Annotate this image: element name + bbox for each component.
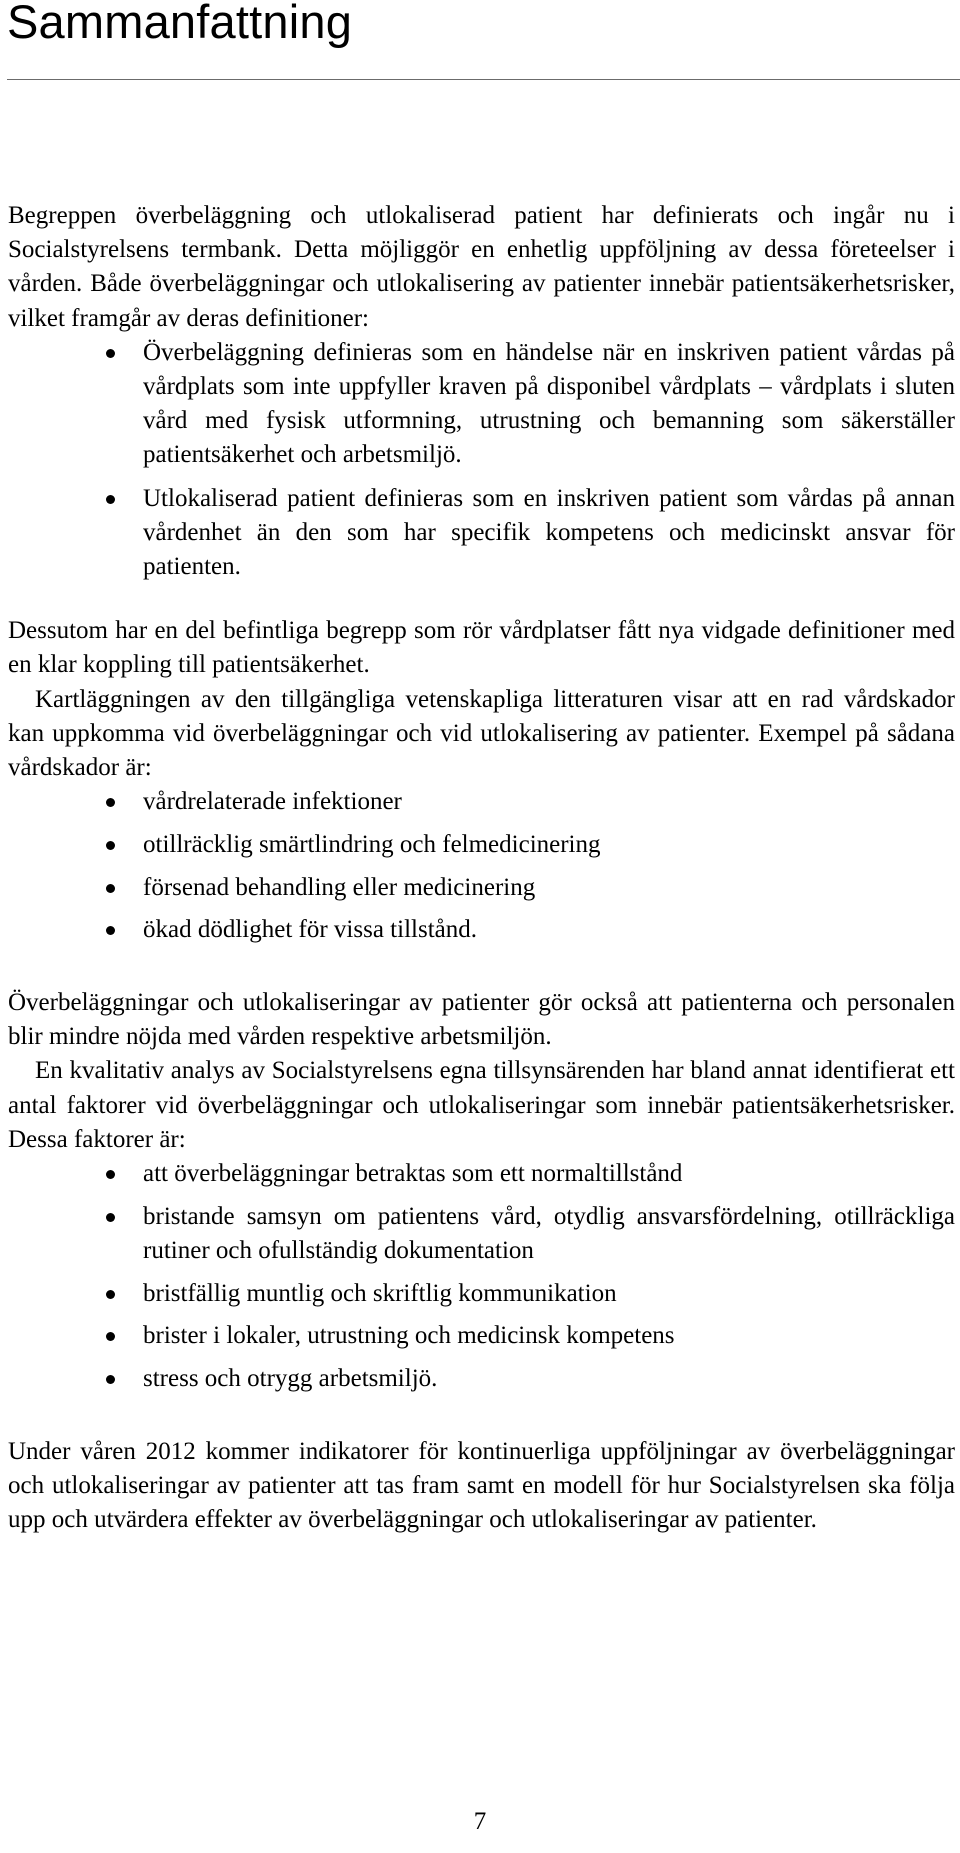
list-item-text: brister i lokaler, utrustning och medicinsk kompetens — [143, 1322, 675, 1350]
page-number: 7 — [473, 1808, 487, 1835]
list-item — [8, 336, 955, 473]
list-item — [8, 1319, 955, 1353]
bullet-icon — [106, 349, 115, 358]
bullet-icon — [106, 1290, 115, 1299]
paragraph-spacer — [8, 956, 955, 986]
list-item — [8, 871, 955, 905]
paragraph-satisfaction: Överbeläggningar och utlokaliseringar av patienter gör också att patienterna och personalen blir mindre nöjda med vården respektive arbetsmiljön. — [8, 989, 955, 1051]
list-item — [8, 1277, 955, 1311]
bullet-icon — [106, 495, 115, 504]
bullet-icon — [106, 798, 115, 807]
list-item-text: stress och otrygg arbetsmiljö. — [143, 1365, 438, 1393]
list-item-text: otillräcklig smärtlindring och felmedicinering — [143, 830, 601, 858]
definitions-list — [8, 336, 955, 584]
risk-factors-list — [8, 1157, 955, 1396]
paragraph-indicators-2012: Under våren 2012 kommer indikatorer för kontinuerliga uppföljningar av överbeläggningar och utlokaliseringar av patienter att tas fram samt en modell för hur Socialstyrelsen ska följa upp och utvärdera effekter av överbeläggningar och utlokaliseringar av patienter. — [8, 1437, 955, 1534]
bullet-icon — [106, 1375, 115, 1384]
summary-body — [8, 199, 955, 1537]
list-item-text: bristande samsyn om patientens vård, otydlig ansvarsfördelning, otillräckliga rutiner och ofullständig dokumentation — [143, 1202, 955, 1264]
list-item — [8, 1200, 955, 1268]
paragraph-definitions-intro: Begreppen överbeläggning och utlokaliserad patient har definierats och ingår nu i Socialstyrelsens termbank. Detta möjliggör en enhetlig uppföljning av dessa företeelser i vården. Både överbeläggningar och utlokalisering av patienter innebär patientsäkerhetsrisker, vilket framgår av deras definitioner: — [8, 202, 955, 332]
bullet-icon — [106, 1170, 115, 1179]
list-item-text: ökad dödlighet för vissa tillstånd. — [143, 916, 477, 944]
bullet-icon — [106, 841, 115, 850]
title-underline — [7, 79, 960, 80]
paragraph-broadened-definitions: Dessutom har en del befintliga begrepp som rör vårdplatser fått nya vidgade definitioner med en klar koppling till patientsäkerhet. — [8, 617, 955, 679]
list-item — [8, 828, 955, 862]
paragraph-literature-review: Kartläggningen av den tillgängliga vetenskapliga litteraturen visar att en rad vårdskador kan uppkomma vid överbeläggningar och vid utlokalisering av patienter. Exempel på sådana vårdskador är: — [8, 685, 955, 782]
list-item-text: försenad behandling eller medicinering — [143, 873, 536, 901]
list-item — [8, 1157, 955, 1191]
bullet-icon — [106, 926, 115, 935]
list-item-text: vårdrelaterade infektioner — [143, 788, 402, 816]
list-item — [8, 785, 955, 819]
list-item — [8, 482, 955, 585]
definition-overbelaggning: Överbeläggning definieras som en händelse när en inskriven patient vårdas på vårdplats som inte uppfyller kraven på disponibel vårdplats – vårdplats i sluten vård med fysisk utformning, utrustning och bemanning som säkerställer patientsäkerhet och arbetsmiljö. — [143, 338, 955, 469]
definition-utlokaliserad: Utlokaliserad patient definieras som en inskriven patient som vårdas på annan vårdenhet än den som har specifik kompetens och medicinskt ansvar för patienten. — [143, 484, 955, 581]
bullet-icon — [106, 884, 115, 893]
list-item-text: bristfällig muntlig och skriftlig kommunikation — [143, 1279, 617, 1307]
list-item — [8, 913, 955, 947]
paragraph-spacer — [8, 584, 955, 614]
paragraph-spacer — [8, 1405, 955, 1435]
list-item — [8, 1362, 955, 1396]
care-injuries-list — [8, 785, 955, 947]
page-title: Sammanfattning — [7, 0, 353, 48]
bullet-icon — [106, 1213, 115, 1222]
paragraph-qualitative-analysis: En kvalitativ analys av Socialstyrelsens egna tillsynsärenden har bland annat identifierat ett antal faktorer vid överbeläggningar och utlokaliseringar som innebär patientsäkerhetsrisker. Dessa faktorer är: — [8, 1057, 955, 1153]
bullet-icon — [106, 1332, 115, 1341]
list-item-text: att överbeläggningar betraktas som ett normaltillstånd — [143, 1160, 683, 1188]
